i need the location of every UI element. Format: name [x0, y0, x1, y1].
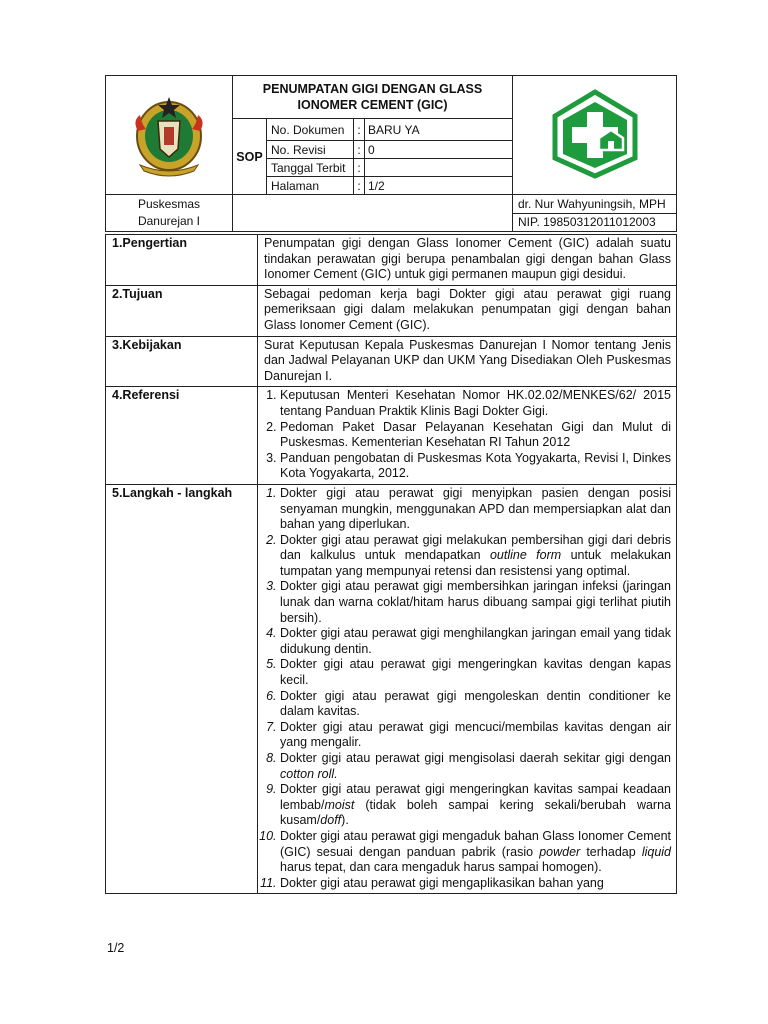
step-item: 11. Dokter gigi atau perawat gigi mengaplikasikan bahan yang — [280, 876, 671, 892]
steps-list — [264, 486, 671, 891]
step-item: 10. Dokter gigi atau perawat gigi mengaduk bahan Glass Ionomer Cement (GIC) sesuai dengan panduan pabrik (rasio powder terhadap liquid harus tepat, dan cara mengaduk harus sampai homogen). — [280, 829, 671, 876]
reference-item: 3. Panduan pengobatan di Puskesmas Kota Yogyakarta, Revisi I, Dinkes Kota Yogyakarta, 2012. — [280, 451, 671, 482]
meta-value — [365, 159, 513, 177]
blank-signature-area — [233, 195, 513, 232]
page-number: 1/2 — [107, 941, 125, 955]
signer-name: dr. Nur Wahyuningsih, MPH — [513, 195, 677, 214]
step-item: 1. Dokter gigi atau perawat gigi menyipkan pasien dengan posisi senyaman mungkin, menggunakan APD dan mempersiapkan alat dan bahan yang diperlukan. — [280, 486, 671, 533]
sop-body-table — [105, 234, 677, 894]
section-content — [258, 484, 677, 893]
meta-colon: : — [354, 177, 365, 195]
section-text: Surat Keputusan Kepala Puskesmas Danurejan I Nomor tentang Jenis dan Jadwal Pelayanan UKP dan UKM Yang Disediakan Oleh Puskesmas Danurejan I. — [258, 336, 677, 387]
section-content — [258, 387, 677, 485]
meta-label: Halaman — [267, 177, 354, 195]
meta-value: 0 — [365, 141, 513, 159]
sop-title — [233, 76, 513, 119]
section-label: 2.Tujuan — [106, 285, 258, 336]
section-row-tujuan — [106, 285, 677, 336]
meta-colon: : — [354, 119, 365, 141]
reference-list — [264, 388, 671, 482]
reference-item: 2. Pedoman Paket Dasar Pelayanan Kesehatan Gigi dan Mulut di Puskesmas. Kementerian Kesehatan RI Tahun 2012 — [280, 420, 671, 451]
puskesmas-logo-cell — [513, 76, 677, 195]
section-row-referensi — [106, 387, 677, 485]
step-item: 9. Dokter gigi atau perawat gigi mengeringkan kavitas sampai keadaan lembab/moist (tidak boleh sampai kering sekali/berubah warna kusam/doff). — [280, 782, 671, 829]
institution-line2: Danurejan I — [137, 214, 201, 228]
section-row-langkah — [106, 484, 677, 893]
section-label: 3.Kebijakan — [106, 336, 258, 387]
step-item: 3. Dokter gigi atau perawat gigi membersihkan jaringan infeksi (jaringan lunak dan warna coklat/hitam harus dibuang sampai gigi terlihat piutih bersih). — [280, 579, 671, 626]
section-label: 5.Langkah - langkah — [106, 484, 258, 893]
institution-line1: Puskesmas — [137, 197, 201, 211]
step-item: 5. Dokter gigi atau perawat gigi mengeringkan kavitas dengan kapas kecil. — [280, 657, 671, 688]
section-text: Sebagai pedoman kerja bagi Dokter gigi atau perawat gigi ruang pemeriksaan gigi dalam melakukan penumpatan gigi dengan bahan Glass Ionomer Cement (GIC). — [258, 285, 677, 336]
section-row-kebijakan — [106, 336, 677, 387]
sop-title-line2: IONOMER CEMENT (GIC) — [297, 98, 448, 112]
section-row-pengertian — [106, 235, 677, 286]
sop-label: SOP — [233, 119, 267, 195]
institution-name — [106, 195, 233, 232]
signer-nip: NIP. 19850312011012003 — [513, 213, 677, 232]
meta-label: Tanggal Terbit — [267, 159, 354, 177]
sop-title-line1: PENUMPATAN GIGI DENGAN GLASS — [262, 82, 483, 96]
step-item: 4. Dokter gigi atau perawat gigi menghilangkan jaringan email yang tidak didukung dentin. — [280, 626, 671, 657]
step-item: 6. Dokter gigi atau perawat gigi mengoleskan dentin conditioner ke dalam kavitas. — [280, 689, 671, 720]
kota-yogyakarta-emblem-icon — [128, 91, 210, 177]
step-item: 2. Dokter gigi atau perawat gigi melakukan pembersihan gigi dari debris dan kalkulus untuk mendapatkan outline form untuk melakukan tumpatan yang mempunyai retensi dan resistensi yang optimal. — [280, 533, 671, 580]
city-logo-cell — [106, 76, 233, 195]
sop-header-table — [105, 75, 677, 232]
reference-item: 1. Keputusan Menteri Kesehatan Nomor HK.02.02/MENKES/62/ 2015 tentang Panduan Praktik Klinis Bagi Dokter Gigi. — [280, 388, 671, 419]
meta-colon: : — [354, 159, 365, 177]
puskesmas-cross-house-icon — [549, 88, 641, 180]
meta-value: BARU YA — [365, 119, 513, 141]
meta-value: 1/2 — [365, 177, 513, 195]
step-item: 7. Dokter gigi atau perawat gigi mencuci/membilas kavitas dengan air yang mengalir. — [280, 720, 671, 751]
meta-label: No. Revisi — [267, 141, 354, 159]
meta-label: No. Dokumen — [267, 119, 354, 141]
meta-colon: : — [354, 141, 365, 159]
step-item: 8. Dokter gigi atau perawat gigi mengisolasi daerah sekitar gigi dengan cotton roll. — [280, 751, 671, 782]
section-label: 1.Pengertian — [106, 235, 258, 286]
section-label: 4.Referensi — [106, 387, 258, 485]
section-text: Penumpatan gigi dengan Glass Ionomer Cement (GIC) adalah suatu tindakan perawatan gigi berupa penambalan gigi dengan bahan Glass Ionomer Cement (GIC) untuk gigi permanen maupun gigi desidui. — [258, 235, 677, 286]
